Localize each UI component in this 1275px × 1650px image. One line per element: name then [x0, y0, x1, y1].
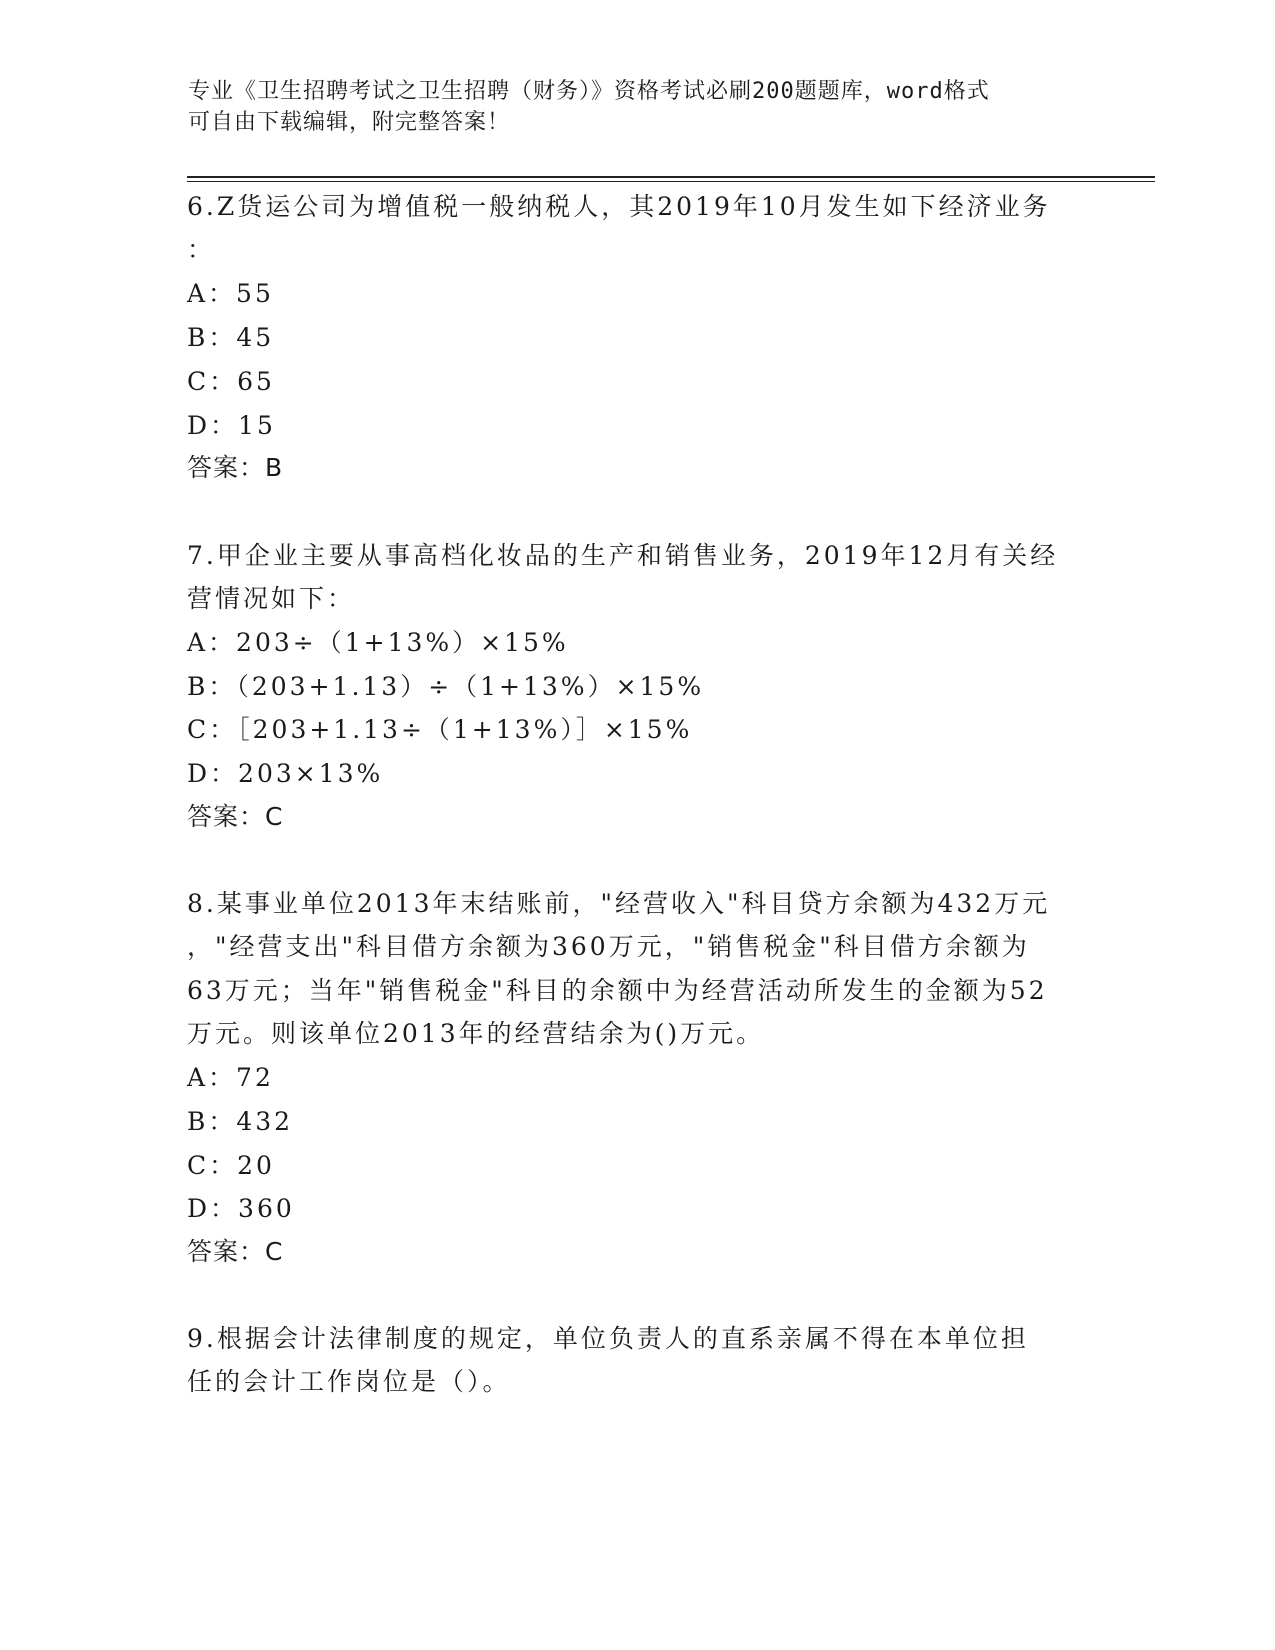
question-8-option-d: D：360: [187, 1194, 295, 1223]
question-6-option-a: A：55: [187, 279, 274, 308]
question-6-answer: 答案：B: [187, 453, 284, 482]
question-7-stem-line-1: 7.甲企业主要从事高档化妆品的生产和销售业务，2019年12月有关经: [187, 541, 1059, 570]
question-6-option-d: D：15: [187, 411, 276, 440]
question-6-option-c: C：65: [187, 367, 275, 396]
question-6-stem-line-2: ：: [187, 235, 216, 264]
question-7-option-a: A：203÷（1+13%）×15%: [187, 628, 569, 657]
question-9-stem-line-1: 9.根据会计法律制度的规定，单位负责人的直系亲属不得在本单位担: [187, 1324, 1029, 1353]
document-header: [188, 76, 1088, 138]
question-8-option-b: B：432: [187, 1107, 294, 1136]
question-7-option-b: B：（203+1.13）÷（1+13%）×15%: [187, 672, 705, 701]
question-7-option-c: C：［203+1.13÷（1+13%）］×15%: [187, 715, 693, 744]
question-7-option-d: D：203×13%: [187, 759, 384, 788]
question-6-stem-line-1: 6.Z货运公司为增值税一般纳税人，其2019年10月发生如下经济业务: [187, 192, 1051, 221]
header-divider-thin: [187, 181, 1155, 182]
question-8-stem-line-1: 8.某事业单位2013年末结账前，"经营收入"科目贷方余额为432万元: [187, 889, 1051, 918]
header-divider-thick: [187, 176, 1155, 178]
question-6-option-b: B：45: [187, 323, 275, 352]
question-8-option-c: C：20: [187, 1151, 275, 1180]
question-8-stem-line-4: 万元。则该单位2013年的经营结余为()万元。: [187, 1019, 765, 1048]
header-line-1: 专业《卫生招聘考试之卫生招聘（财务）》资格考试必刷200题题库，word格式: [188, 79, 990, 104]
question-7-stem-line-2: 营情况如下：: [187, 584, 356, 613]
question-8-option-a: A：72: [187, 1063, 274, 1092]
question-8-stem-line-3: 63万元；当年"销售税金"科目的余额中为经营活动所发生的金额为52: [187, 976, 1048, 1005]
header-line-2: 可自由下载编辑，附完整答案！: [188, 110, 511, 135]
question-7-answer: 答案：C: [187, 802, 284, 831]
question-8-answer: 答案：C: [187, 1237, 284, 1266]
question-8-stem-line-2: ，"经营支出"科目借方余额为360万元，"销售税金"科目借方余额为: [187, 932, 1030, 961]
question-9-stem-line-2: 任的会计工作岗位是（）。: [187, 1367, 511, 1396]
